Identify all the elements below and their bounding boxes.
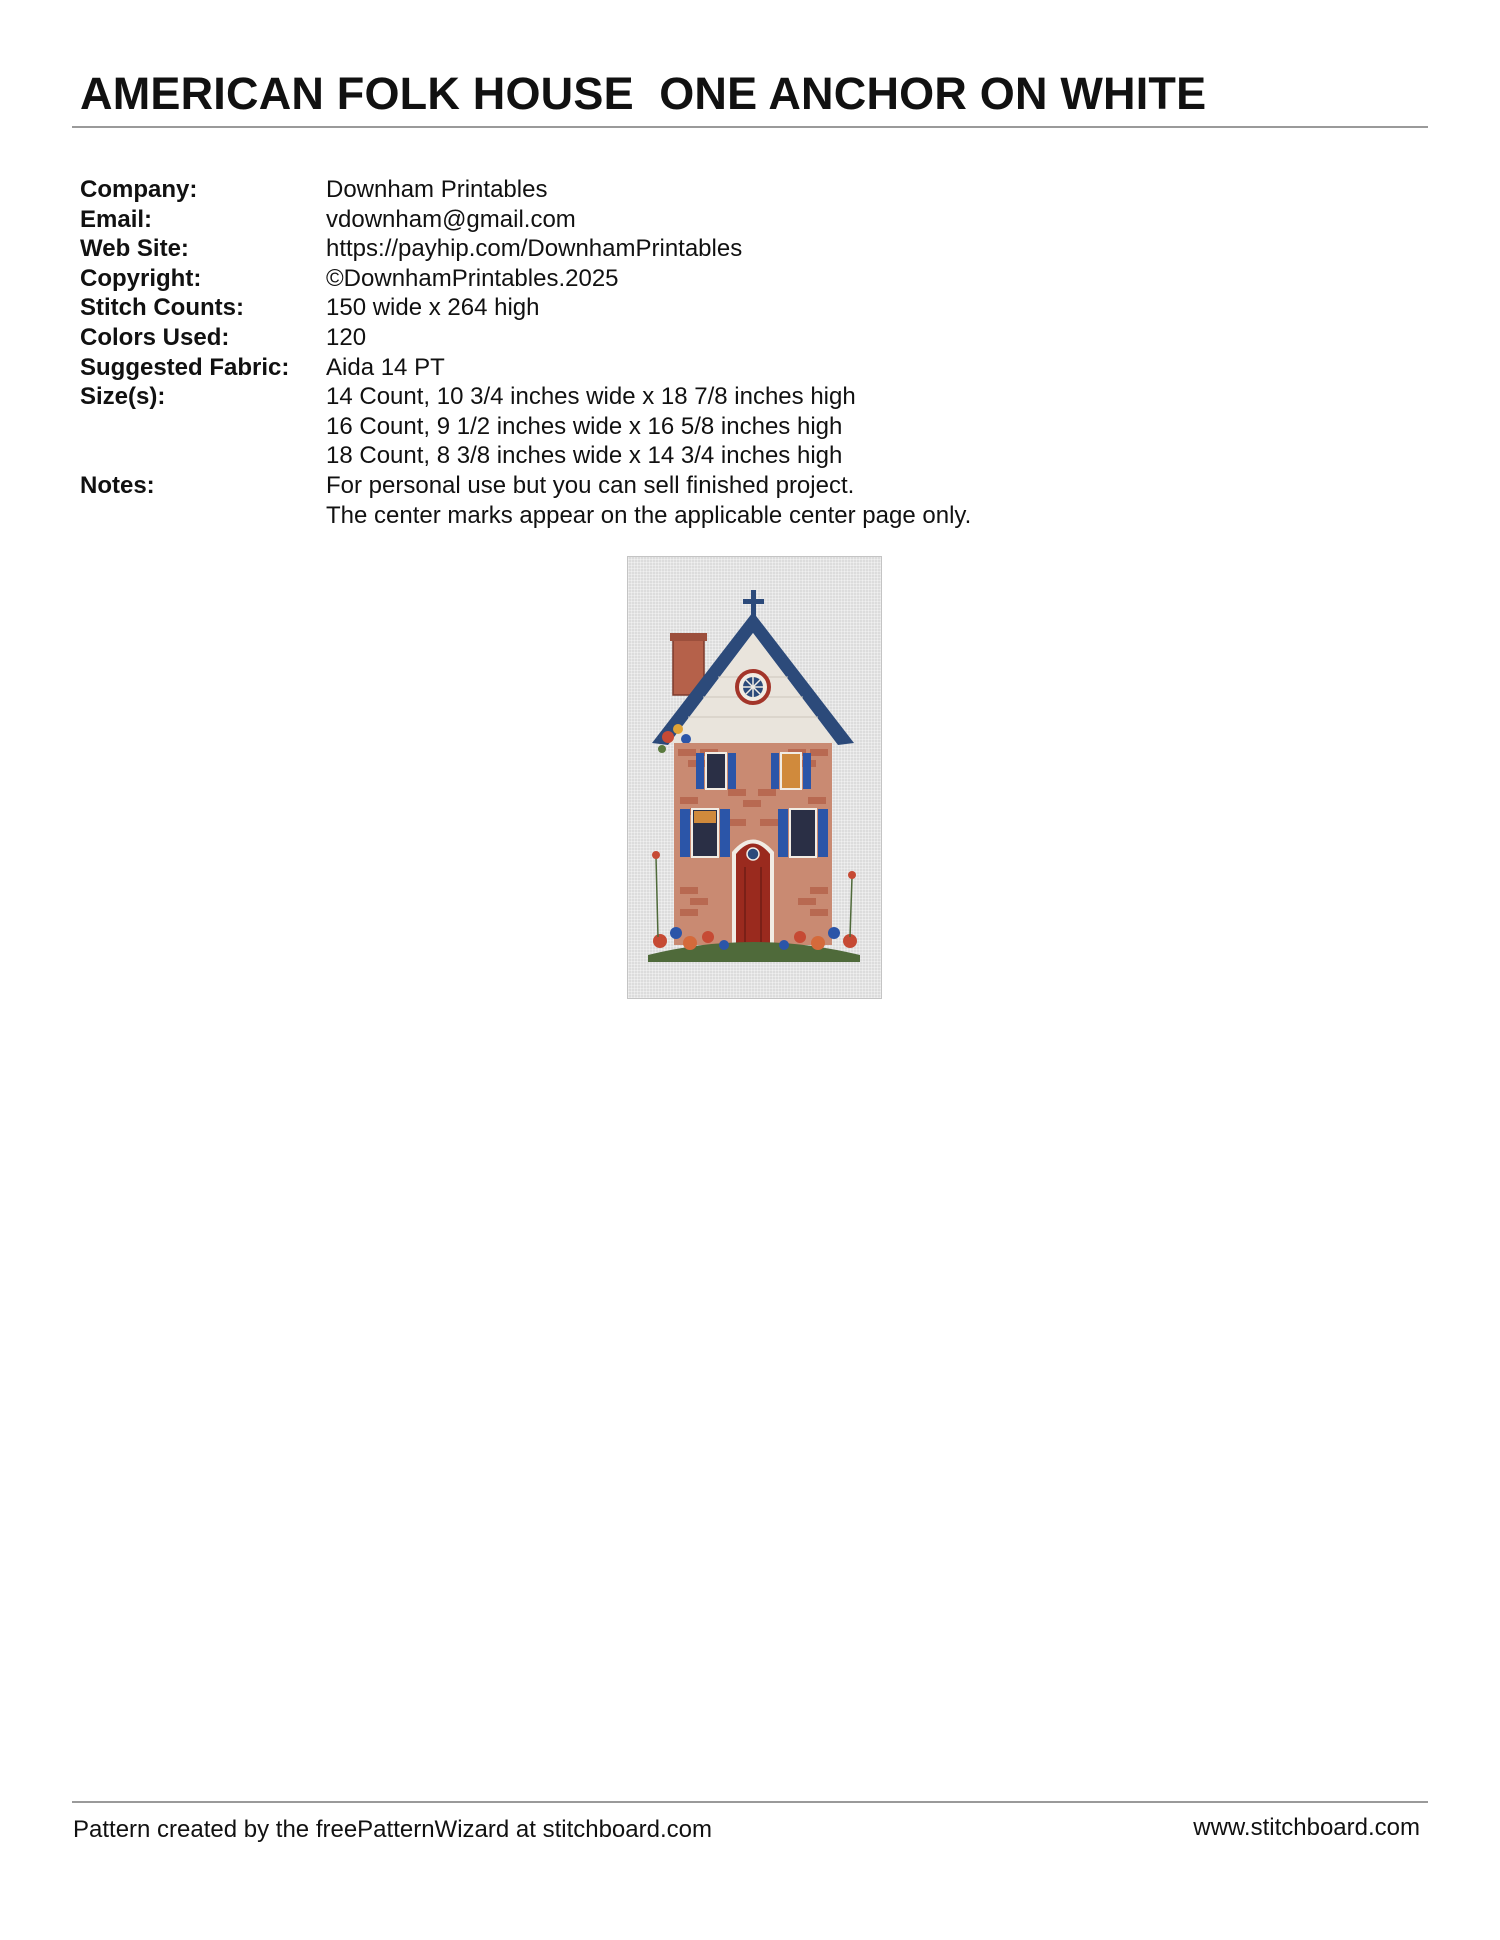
colors-used-value: 120	[326, 323, 367, 351]
front-door	[732, 840, 774, 946]
lower-left-window	[680, 809, 730, 857]
website-value: https://payhip.com/DownhamPrintables	[326, 235, 743, 263]
note-center-marks: The center marks appear on the applicable center page only.	[326, 501, 972, 529]
size-18-count: 18 Count, 8 3/8 inches wide x 14 3/4 inches high	[326, 442, 843, 470]
footer-divider	[72, 1801, 1428, 1803]
company-label: Company:	[80, 176, 198, 203]
pattern-preview-image	[627, 556, 882, 999]
footer-credit: Pattern created by the freePatternWizard at stitchboard.com	[73, 1816, 712, 1843]
notes-label: Notes:	[80, 471, 155, 499]
size-14-count: 14 Count, 10 3/4 inches wide x 18 7/8 inches high	[326, 383, 856, 411]
copyright-value: ©DownhamPrintables.2025	[326, 264, 619, 292]
size-16-count: 16 Count, 9 1/2 inches wide x 16 5/8 inches high	[326, 412, 843, 440]
lower-right-window	[778, 809, 828, 857]
title-divider	[72, 126, 1428, 128]
round-window	[737, 671, 769, 703]
copyright-label: Copyright:	[80, 264, 202, 292]
colors-used-label: Colors Used:	[80, 323, 230, 351]
fabric-value: Aida 14 PT	[326, 353, 445, 381]
stitch-counts-label: Stitch Counts:	[80, 294, 244, 322]
upper-right-window	[771, 753, 811, 789]
sizes-values	[326, 382, 856, 471]
sizes-label: Size(s):	[80, 383, 166, 411]
email-label: Email:	[80, 205, 153, 233]
folk-house-illustration	[628, 557, 881, 998]
info-row-sizes	[80, 382, 971, 471]
info-row-email	[80, 205, 971, 235]
fabric-label: Suggested Fabric:	[80, 353, 290, 381]
info-row-copyright	[80, 264, 971, 294]
page-title: AMERICAN FOLK HOUSE ONE ANCHOR ON WHITE	[80, 68, 1207, 119]
email-value: vdownham@gmail.com	[326, 205, 576, 233]
company-value: Downham Printables	[326, 176, 548, 203]
pattern-info	[80, 175, 971, 530]
notes-values	[326, 471, 971, 530]
info-row-company	[80, 175, 971, 205]
stitch-counts-value: 150 wide x 264 high	[326, 294, 540, 322]
info-row-colors-used	[80, 323, 971, 353]
info-row-notes	[80, 471, 971, 530]
note-personal-use: For personal use but you can sell finished project.	[326, 471, 855, 499]
info-row-website	[80, 234, 971, 264]
upper-left-window	[696, 753, 736, 789]
footer-site-link[interactable]: www.stitchboard.com	[1193, 1814, 1420, 1841]
website-label: Web Site:	[80, 235, 189, 263]
info-row-stitch-counts	[80, 293, 971, 323]
info-row-fabric	[80, 353, 971, 383]
